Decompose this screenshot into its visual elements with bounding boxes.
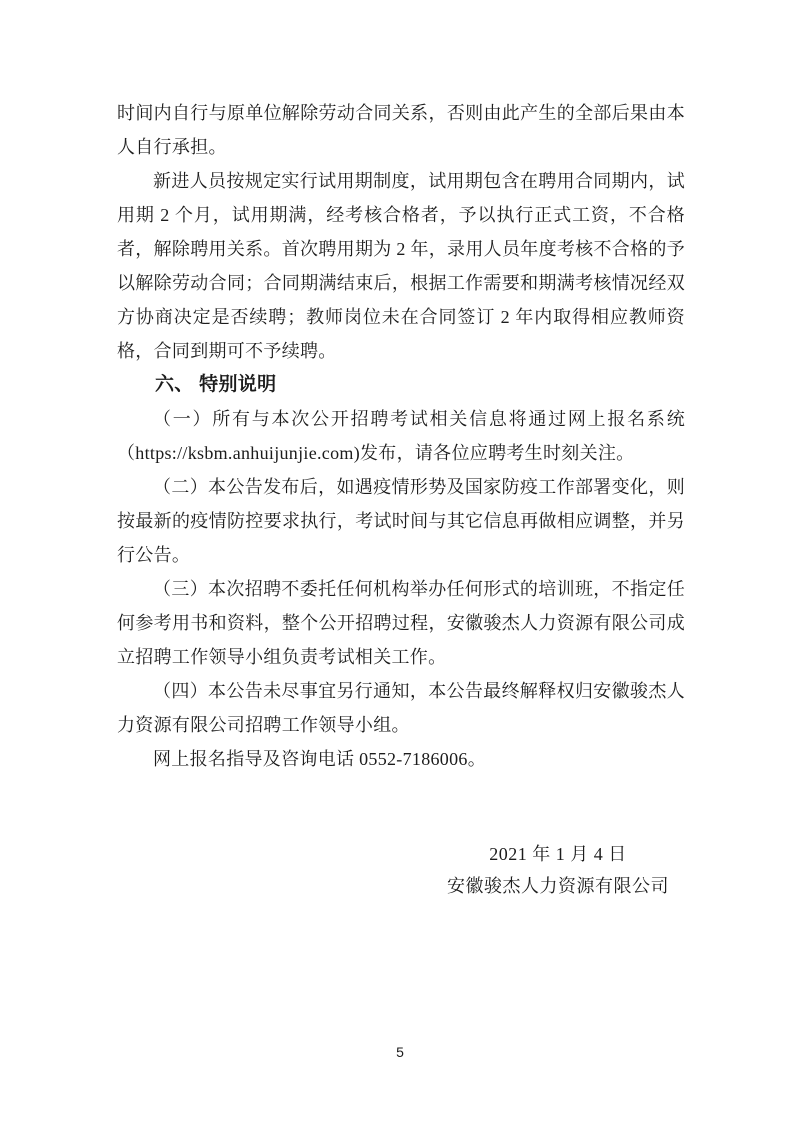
note-paragraph: （一）所有与本次公开招聘考试相关信息将通过网上报名系统（https://ksbm.anhuijunjie.com)发布，请各位应聘考生时刻关注。 <box>117 409 685 463</box>
document-body <box>117 96 685 902</box>
body-paragraph: 时间内自行与原单位解除劳动合同关系，否则由此产生的全部后果由本人自行承担。 <box>117 103 685 157</box>
contact-phone-line: 网上报名指导及咨询电话 0552-7186006。 <box>153 749 486 769</box>
note-paragraph: （四）本公告未尽事宜另行通知，本公告最终解释权归安徽骏杰人力资源有限公司招聘工作领导小组。 <box>117 681 685 735</box>
section-heading: 六、 特别说明 <box>155 374 277 395</box>
page-number: 5 <box>396 1044 404 1060</box>
note-paragraph: （三）本次招聘不委托任何机构举办任何形式的培训班，不指定任何参考用书和资料，整个公开招聘过程，安徽骏杰人力资源有限公司成立招聘工作领导小组负责考试相关工作。 <box>117 579 685 667</box>
signature-date: 2021 年 1 月 4 日 <box>489 844 627 864</box>
body-paragraph: 新进人员按规定实行试用期制度，试用期包含在聘用合同期内，试用期 2 个月，试用期满，经考核合格者，予以执行正式工资，不合格者，解除聘用关系。首次聘用期为 2 年，录用人员年度考核不合格的予以解除劳动合同；合同期满结束后，根据工作需要和期满考核情况经双方协商决定是否续聘；教师岗位未在合同签订 2 年内取得相应教师资格，合同到期可不予续聘。 <box>117 171 685 361</box>
signature-company: 安徽骏杰人力资源有限公司 <box>447 876 669 896</box>
signature-block <box>408 838 708 902</box>
note-paragraph: （二）本公告发布后，如遇疫情形势及国家防疫工作部署变化，则按最新的疫情防控要求执行，考试时间与其它信息再做相应调整，并另行公告。 <box>117 477 685 565</box>
